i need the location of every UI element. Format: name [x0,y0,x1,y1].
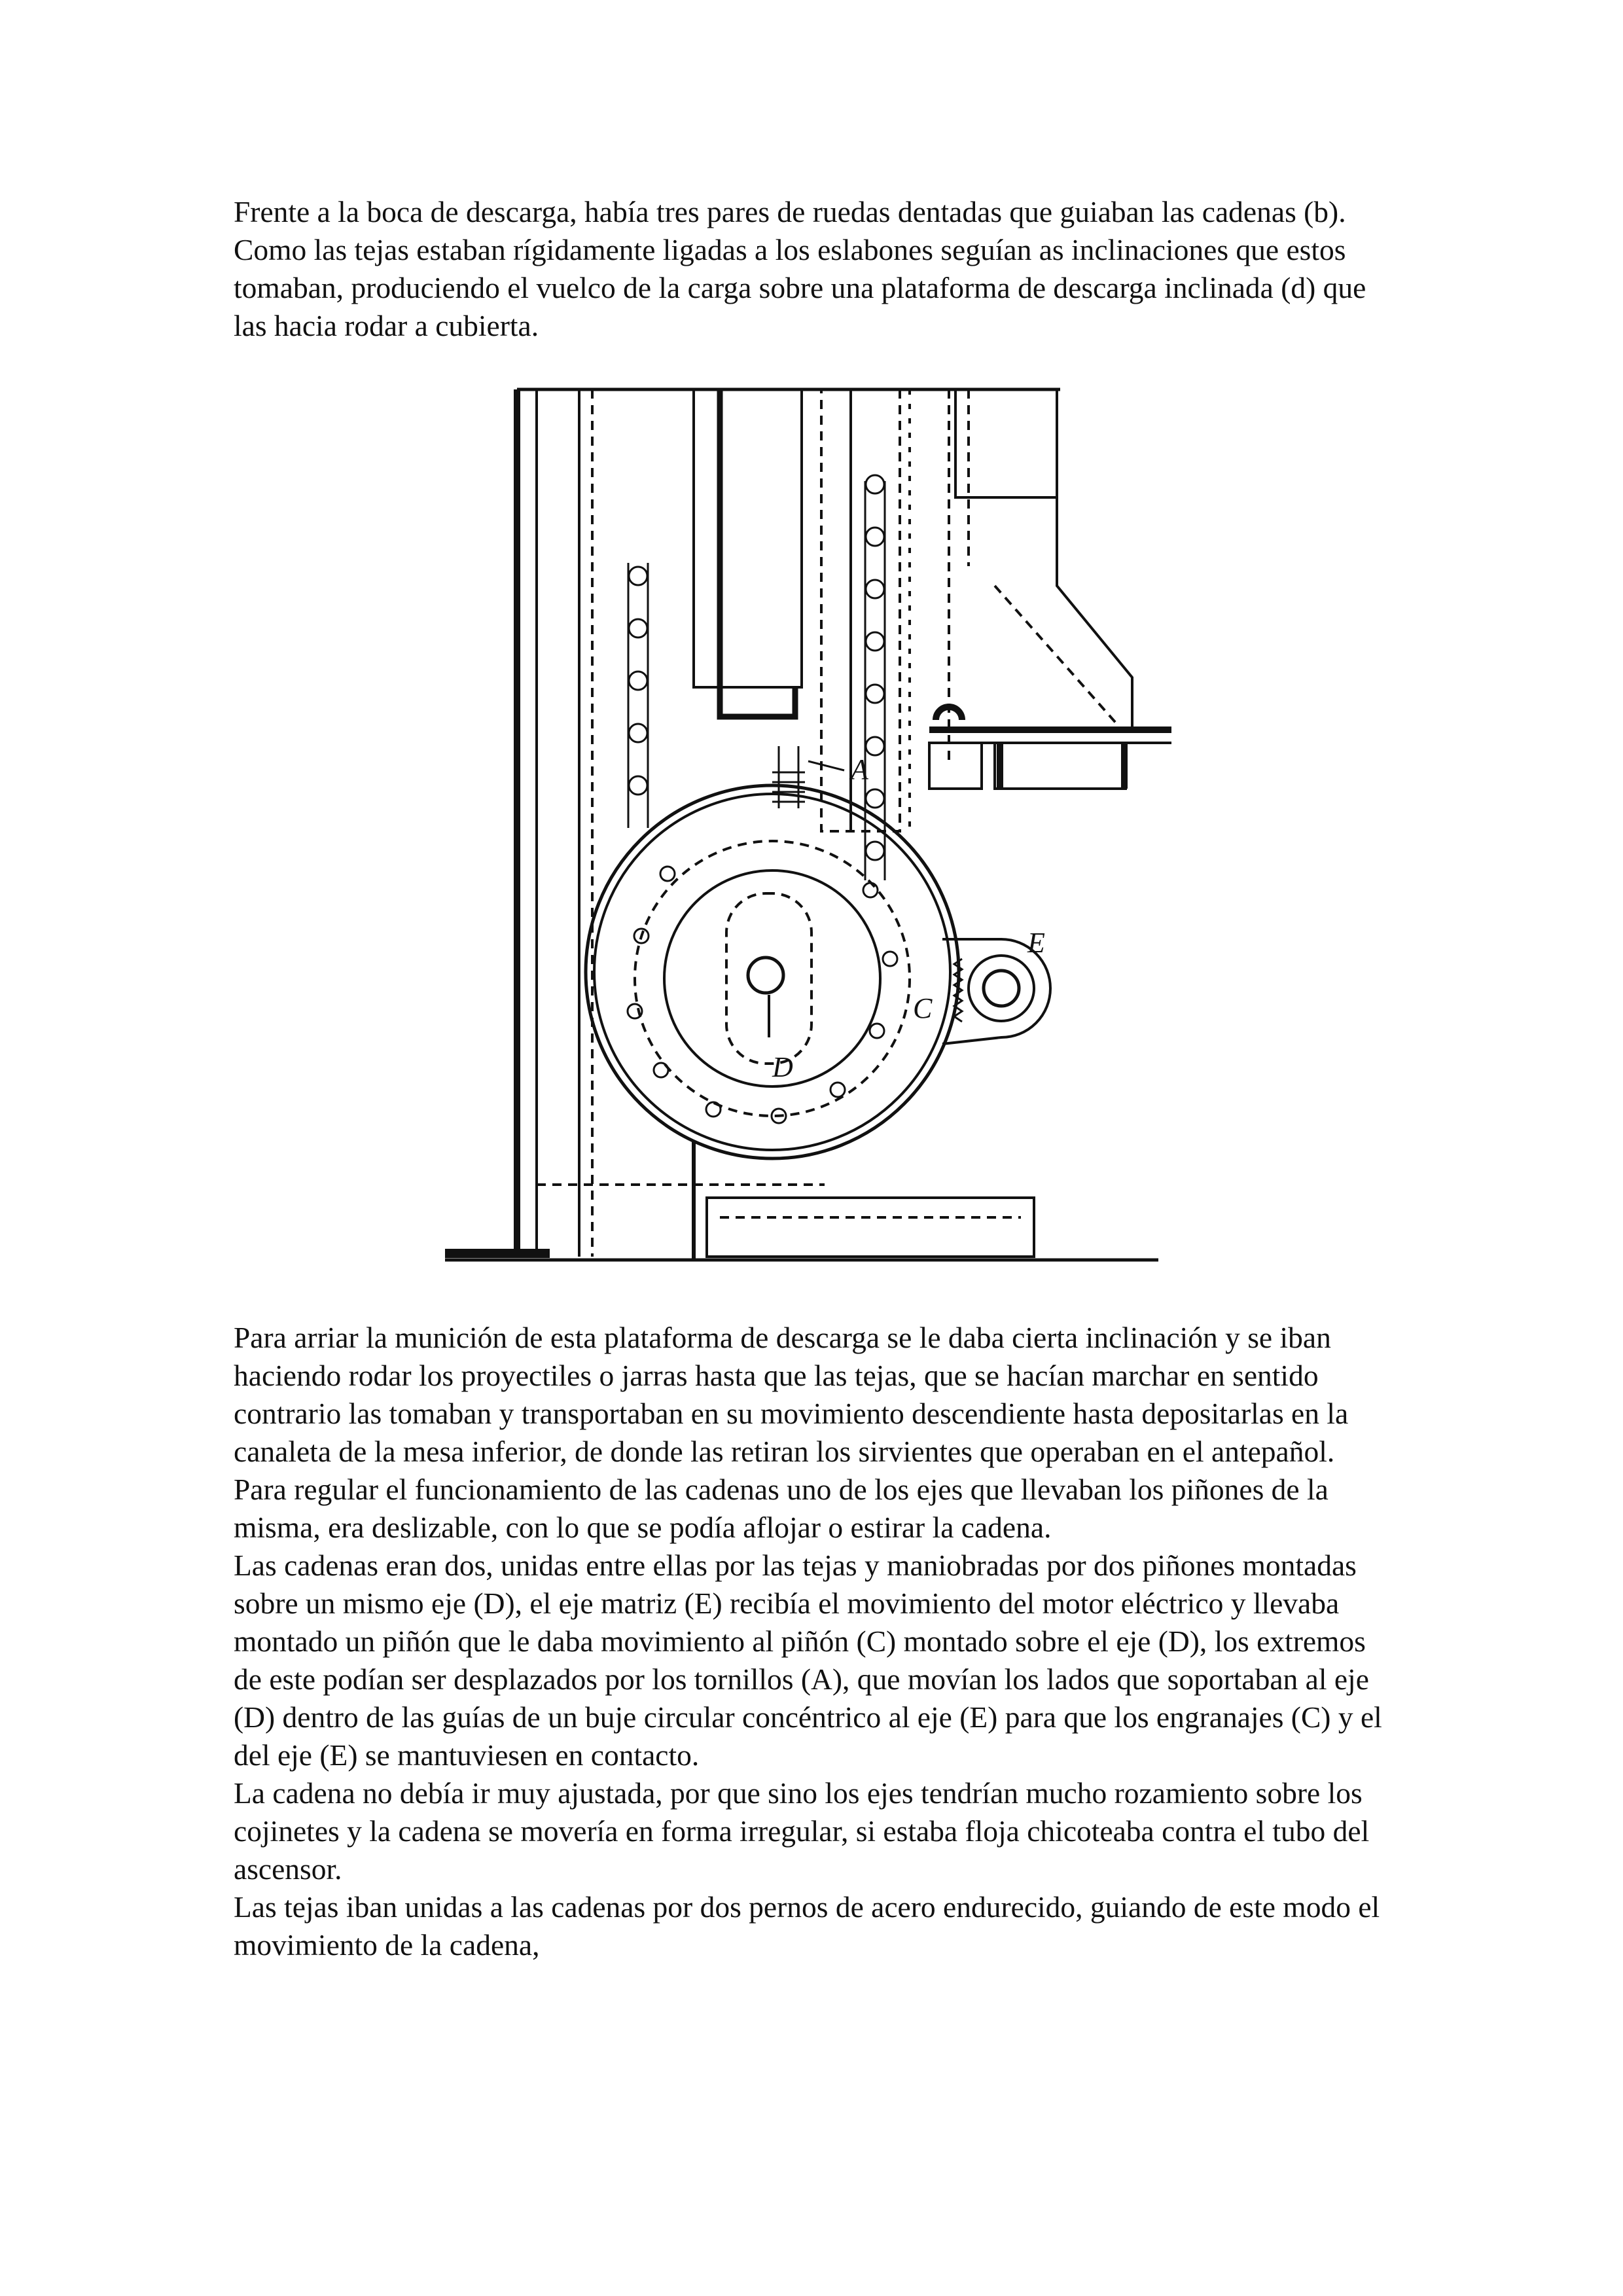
shaft-slide [726,893,812,1064]
adjusting-screw [772,746,844,808]
shaft-d [748,958,783,993]
label-c: C [913,992,933,1024]
paragraph-1: Frente a la boca de descarga, había tres pares de ruedas dentadas que guiaban las cadenas (b). Como las tejas estaban rígidamente ligadas a los eslabones seguían as inclinaciones que estos tomaban, produciendo el vuelco de la carga sobre una plataforma de descarga inclinada (d) que las hacia rodar a cubierta. [234,195,1366,342]
platform-knob [936,707,962,720]
platform-outline [1057,389,1132,726]
label-d: D [772,1051,793,1083]
paragraph-6: Las tejas iban unidas a las cadenas por dos pernos de acero endurecido, guiando de este modo el movimiento de la cadena, [234,1890,1380,1962]
intro-paragraph [234,193,1399,345]
pinion-e-outline [969,956,1034,1021]
diagram-labels [772,753,1045,1083]
body-paragraphs [234,1319,1399,1964]
hopper-heavy-edge [720,389,795,717]
sprocket-teeth [628,867,897,1123]
chain-hoist-diagram [432,383,1171,1286]
base-block [707,1198,1034,1257]
label-e: E [1027,927,1045,959]
platform-step-2 [995,743,1126,789]
shaft-e [984,971,1019,1006]
paragraph-5: La cadena no debía ir muy ajustada, por que sino los ejes tendrían mucho rozamiento sobre los cojinetes y la cadena se movería en forma irregular, si estaba floja chicoteaba contra el tubo del ascensor. [234,1776,1370,1886]
platform-step-1 [929,743,982,789]
upper-block-left [694,389,802,687]
diagram-svg [432,383,1171,1286]
label-a: A [851,753,868,785]
right-upper-box [955,389,1057,497]
paragraph-2: Para arriar la munición de esta plataforma de descarga se le daba cierta inclinación y se iban haciendo rodar los proyectiles o jarras hasta que las tejas, que se hacían marchar en sentido contrario las tomaban y transportaban en su movimiento descendiente hasta depositarlas en la canaleta de la mesa inferior, de donde las retiran los sirvientes que operaban en el antepañol. [234,1321,1349,1468]
left-chain [628,563,648,828]
circular-guide-inner [594,794,950,1150]
platform-dashed [995,586,1119,726]
paragraph-3: Para regular el funcionamiento de las cadenas uno de los ejes que llevaban los piñones de la misma, era deslizable, con lo que se podía aflojar o estirar la cadena. [234,1473,1329,1544]
paragraph-4: Las cadenas eran dos, unidas entre ellas por las tejas y maniobradas por dos piñones montadas sobre un mismo eje (D), el eje matriz (E) recibía el movimiento del motor eléctrico y llevaba montado un piñón que le daba movimiento al piñón (C) montado sobre el eje (D), los extremos de este podían ser desplazados por los tornillos (A), que movían los lados que soportaban al eje (D) dentro de las guías de un buje circular concéntrico al eje (E) para que los engranajes (C) y el del eje (E) se mantuviesen en contacto. [234,1549,1382,1772]
